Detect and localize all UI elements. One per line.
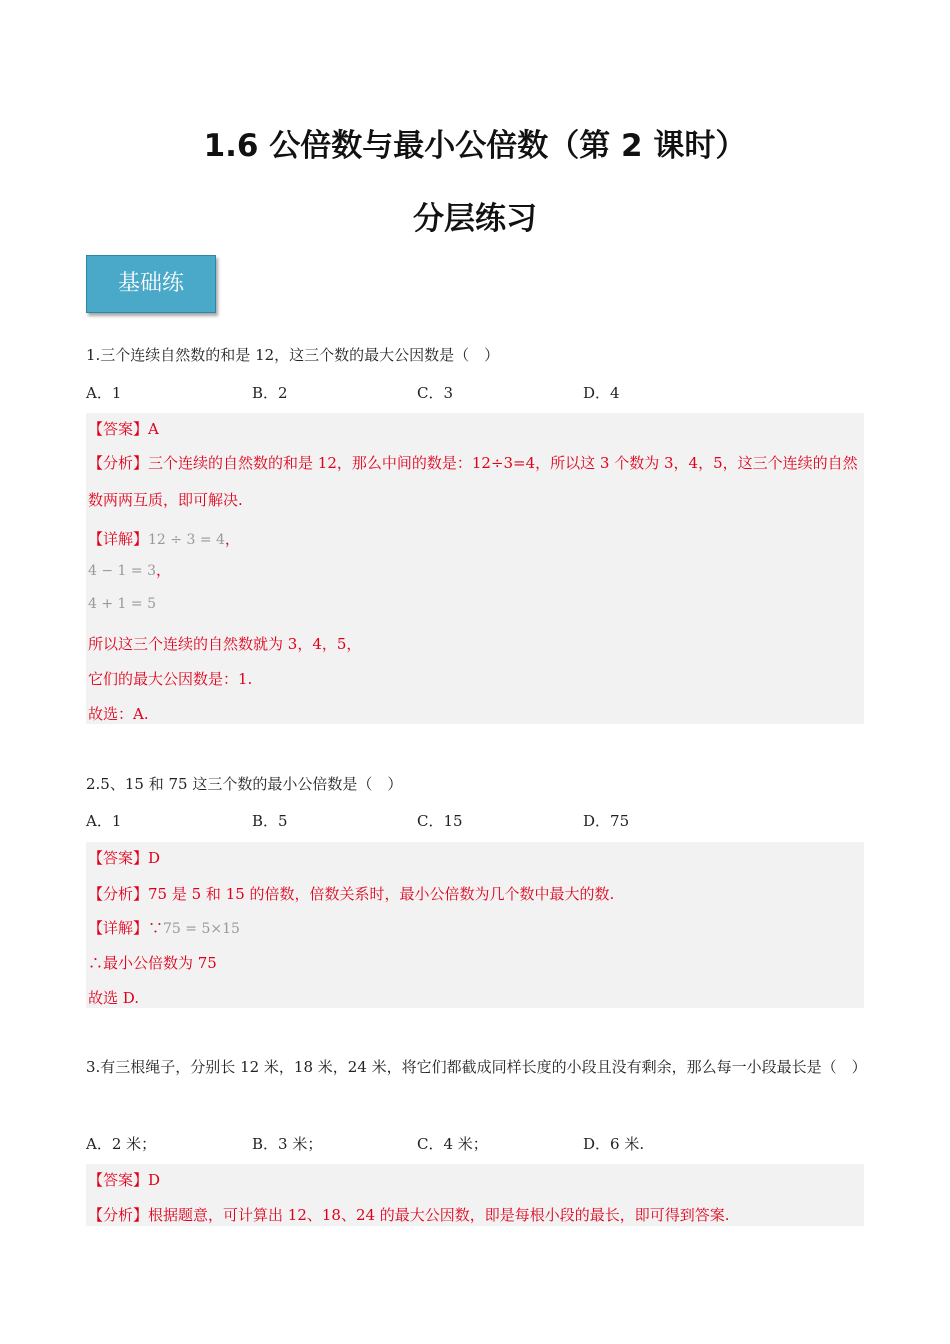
question-2-stem: 2.5、15 和 75 这三个数的最小公倍数是（ ） (86, 775, 403, 793)
option-c: C．4 米； (417, 1135, 488, 1153)
detail-label: 【详解】 (88, 530, 149, 548)
conclusion-line: 故选：A. (88, 705, 149, 723)
question-3-solution (86, 1164, 864, 1226)
detail-label: 【详解】∵ (88, 919, 164, 937)
page-subtitle: 分层练习 (413, 201, 537, 237)
conclusion-line: 它们的最大公因数是：1. (88, 670, 253, 688)
answer-line: 【答案】D (88, 1171, 161, 1189)
option-a: A．1 (86, 812, 122, 830)
option-d: D．4 (583, 384, 620, 402)
page-title: 1.6 公倍数与最小公倍数（第 2 课时） (203, 128, 747, 164)
math-suffix: ， (155, 561, 171, 579)
math-expression: 4 + 1 = 5 (88, 596, 156, 612)
analysis-line: 【分析】75 是 5 和 15 的倍数，倍数关系时，最小公倍数为几个数中最大的数. (88, 885, 615, 903)
option-d: D．75 (583, 812, 630, 830)
answer-line: 【答案】D (88, 849, 161, 867)
detail-line (88, 528, 240, 549)
question-3-stem: 3.有三根绳子，分别长 12 米，18 米，24 米，将它们都截成同样长度的小段且没有剩余，那么每一小段最长是（ ） (86, 1058, 867, 1076)
conclusion-line: ∴最小公倍数为 75 (88, 954, 217, 972)
detail-line (88, 559, 171, 580)
option-c: C．3 (417, 384, 454, 402)
option-b: B．3 米； (252, 1135, 323, 1153)
math-suffix: ， (224, 530, 240, 548)
question-2-options (86, 810, 866, 830)
analysis-line: 【分析】根据题意，可计算出 12、18、24 的最大公因数，即是每根小段的最长，即可得到答案. (88, 1206, 730, 1224)
detail-line (88, 917, 240, 938)
analysis-line: 【分析】三个连续的自然数的和是 12，那么中间的数是：12÷3=4，所以这 3 个数为 3，4，5，这三个连续的自然数两两互质，即可解决. (88, 454, 858, 509)
math-expression: 4 − 1 = 3 (88, 563, 156, 579)
question-2-solution (86, 842, 864, 1008)
math-expression: 12 ÷ 3 = 4 (148, 532, 225, 548)
conclusion-line: 所以这三个连续的自然数就为 3，4，5， (88, 635, 362, 653)
option-a: A．1 (86, 384, 122, 402)
question-1-stem: 1.三个连续自然数的和是 12，这三个数的最大公因数是（ ） (86, 346, 500, 364)
conclusion-line: 故选 D. (88, 989, 140, 1007)
question-1-options (86, 382, 866, 402)
question-3-options (86, 1133, 866, 1153)
option-a: A．2 米； (86, 1135, 157, 1153)
answer-line: 【答案】A (88, 420, 159, 438)
detail-line (88, 594, 156, 612)
question-1-solution (86, 413, 864, 724)
option-d: D．6 米. (583, 1135, 645, 1153)
option-b: B．5 (252, 812, 288, 830)
section-badge: 基础练 (86, 255, 216, 313)
option-b: B．2 (252, 384, 288, 402)
math-expression: 75 = 5×15 (163, 921, 240, 937)
option-c: C．15 (417, 812, 463, 830)
